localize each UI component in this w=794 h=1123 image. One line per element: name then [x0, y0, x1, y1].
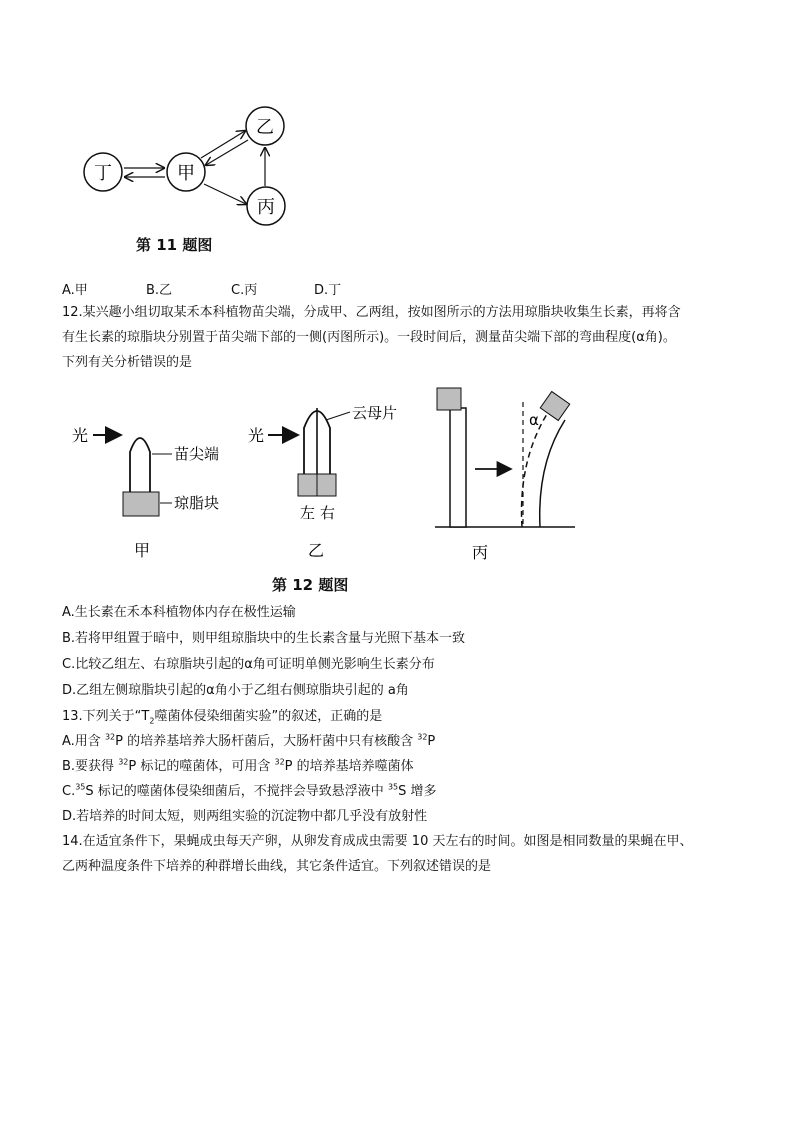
- svg-text:光: 光: [72, 426, 89, 445]
- node-ding: [84, 153, 122, 191]
- coleoptile-tip-jia: [130, 438, 150, 492]
- bent-seedling-right-edge: [540, 420, 565, 527]
- svg-text:丙: 丙: [257, 197, 275, 218]
- agar-block-bent: [540, 391, 569, 420]
- svg-text:光: 光: [248, 426, 265, 445]
- figure-12-caption: 第 12 题图: [272, 576, 349, 594]
- svg-text:甲: 甲: [134, 541, 151, 560]
- q13-option-a: A.用含 $^{32}$P 的培养基培养大肠杆菌后，大肠杆菌中只有核酸含 $^{32}$P: [62, 732, 436, 749]
- agar-block-jia: [123, 492, 159, 516]
- svg-text:右: 右: [320, 504, 336, 522]
- q13-stem: 13.下列关于“$T_2$噬菌体侵染细菌实验”的叙述，正确的是: [62, 709, 383, 726]
- q11-option-c: C.丙: [231, 283, 258, 298]
- q11-option-d: D.丁: [314, 283, 342, 298]
- q12-option-b: B.若将甲组置于暗中，则甲组琼脂块中的生长素含量与光照下基本一致: [62, 631, 466, 646]
- q11-option-b: B.乙: [146, 283, 173, 298]
- svg-text:甲: 甲: [177, 163, 195, 184]
- figure-11-caption: 第 11 题图: [136, 236, 213, 254]
- q12-stem-line-1: 12.某兴趣小组切取某禾本科植物苗尖端，分成甲、乙两组，按如图所示的方法用琼脂块收集生长素，再将含: [62, 305, 681, 320]
- agar-block-left: [298, 474, 317, 496]
- svg-text:α: α: [529, 411, 539, 429]
- svg-text:苗尖端: 苗尖端: [174, 445, 220, 463]
- node-yi: [246, 107, 284, 145]
- q13-option-b: B.要获得 $^{32}$P 标记的噬菌体，可用含 $^{32}$P 的培养基培养噬菌体: [62, 757, 414, 774]
- svg-text:琼脂块: 琼脂块: [174, 494, 220, 512]
- q13-option-d: D.若培养的时间太短，则两组实验的沉淀物中都几乎没有放射性: [62, 809, 428, 824]
- q12-stem-line-3: 下列有关分析错误的是: [62, 355, 193, 370]
- agar-block-straight: [437, 388, 461, 410]
- svg-text:云母片: 云母片: [352, 404, 398, 422]
- arrow-jia-to-yi: [201, 131, 245, 158]
- node-bing: [247, 187, 285, 225]
- svg-text:丙: 丙: [472, 543, 489, 562]
- figure-11-diagram: [70, 100, 300, 230]
- q13-option-c: C.$^{35}$S 标记的噬菌体侵染细菌后，不搅拌会导致悬浮液中 $^{35}$S 增多: [62, 782, 437, 799]
- svg-text:乙: 乙: [308, 541, 325, 560]
- q14-stem-line-2: 乙两种温度条件下培养的种群增长曲线，其它条件适宜。下列叙述错误的是: [62, 859, 492, 874]
- figure-12-diagram: [70, 382, 590, 572]
- bent-seedling-left-edge: [522, 414, 547, 527]
- panel-jia: [72, 426, 219, 560]
- q12-stem-line-2: 有生长素的琼脂块分别置于苗尖端下部的一侧(丙图所示)。一段时间后，测量苗尖端下部的弯曲程度(α角)。: [62, 330, 676, 345]
- straight-seedling: [450, 408, 466, 527]
- panel-yi: [248, 404, 397, 560]
- q14-stem-line-1: 14.在适宜条件下，果蝇成虫每天产卵，从卵发育成成虫需要 10 天左右的时间。如图是相同数量的果蝇在甲、: [62, 834, 693, 849]
- q12-option-a: A.生长素在禾本科植物体内存在极性运输: [62, 605, 296, 620]
- svg-text:乙: 乙: [256, 117, 274, 138]
- arrow-yi-to-jia: [206, 140, 248, 165]
- arrow-jia-to-bing: [204, 184, 246, 204]
- q12-option-d: D.乙组左侧琼脂块引起的α角小于乙组右侧琼脂块引起的 a角: [62, 683, 409, 698]
- q12-option-c: C.比较乙组左、右琼脂块引起的α角可证明单侧光影响生长素分布: [62, 657, 435, 672]
- panel-bing: [435, 388, 575, 562]
- svg-text:左: 左: [300, 504, 316, 522]
- svg-text:丁: 丁: [94, 163, 112, 184]
- q11-option-a: A.甲: [62, 283, 88, 298]
- agar-block-right: [317, 474, 336, 496]
- node-jia: [167, 153, 205, 191]
